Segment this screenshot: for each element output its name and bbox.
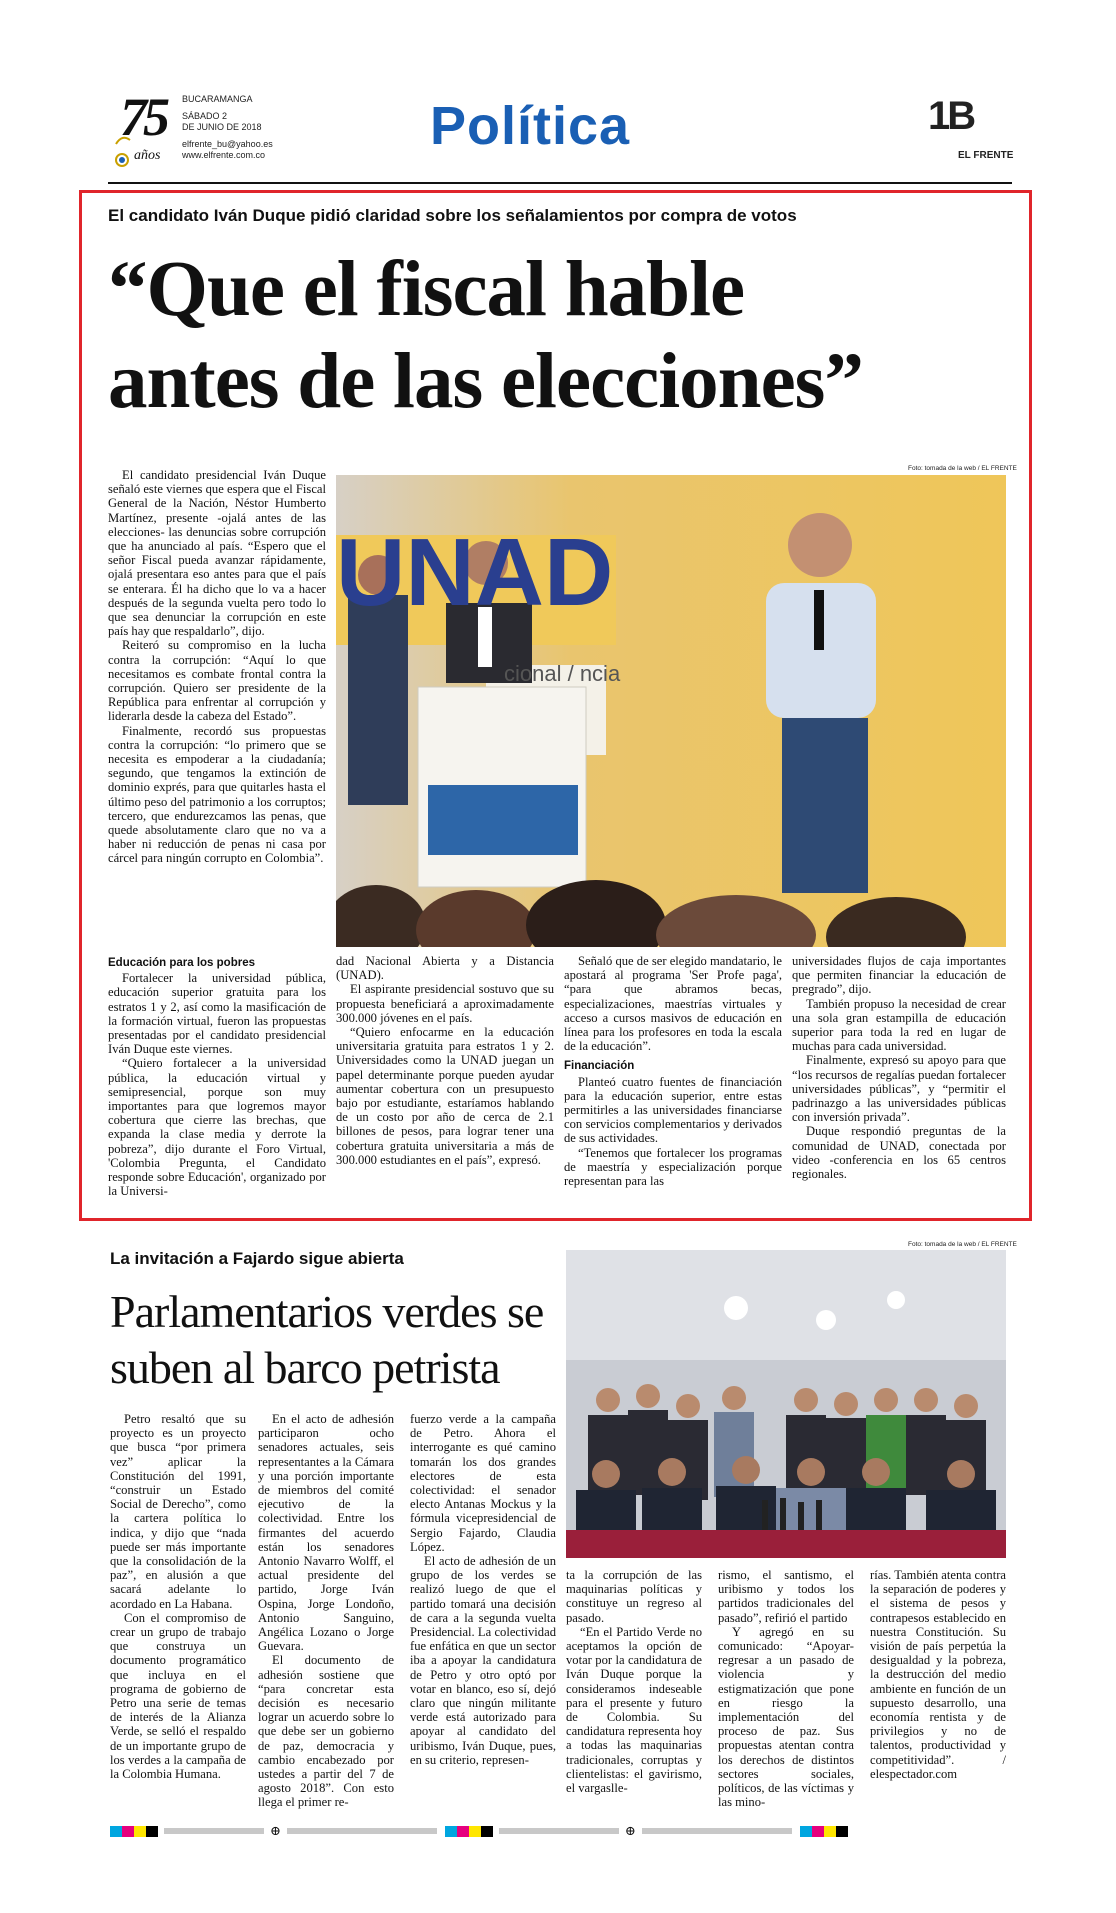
section-title: Política [430,96,631,156]
masthead-info [182,94,273,161]
story2-col5-para-2: Y agregó en su comunicado: “Apoyar-regresar a un pasado de violencia y estigmatización que pone en riesgo la implementación del proceso de paz. Sus propuestas atentan contra los derechos de distintos sectores sociales, políticos, de las víctimas y las mino- [718,1624,854,1810]
page-number: 1B [928,94,974,138]
anniversary-word: años [134,148,161,163]
story1-photo [336,475,1006,947]
story2-col2 [258,1412,394,1810]
story1-col2-para-1: dad Nacional Abierta y a Distancia (UNAD). [336,954,554,983]
story2-col2-para-2: El documento de adhesión sostiene que “para concretar esta decisión es necesario lograr un acuerdo sobre lo que debe ser un gobierno de paz, democracia y cambio encabezado por ustedes a partir del 7 de agosto 2018”. Con esto llega el primer re- [258,1653,394,1810]
story1-kicker: El candidato Iván Duque pidió claridad sobre los señalamientos por compra de votos [108,206,797,225]
story2-kicker: La invitación a Fajardo sigue abierta [110,1249,404,1268]
story1-col1-top [108,468,326,866]
headline-line-2: antes de las elecciones” [108,338,863,425]
registration-mark-icon: ⊕ [624,1823,636,1839]
story2-col4-para-1: ta la corrupción de las maquinarias políticas y constituye un regreso al pasado. [566,1568,702,1625]
story2-headline-line-2: suben al barco petrista [110,1342,500,1393]
story1-col2 [336,954,554,1167]
story1-col4-para-2: También propuso la necesidad de crear una sola gran estampilla de educación superior para toda la red en lugar de muchas para cada universidad. [792,996,1006,1054]
story2-col5-para-1: rismo, el santismo, el uribismo y todos los partidos tradicionales del pasado”, refirió el partido [718,1568,854,1625]
story2-col4 [566,1568,702,1795]
story2-col6 [870,1568,1006,1781]
cyan-swatch [110,1826,122,1837]
photo-banner-subtext: cional / ncia [504,661,621,686]
story2-col3 [410,1412,556,1767]
city-label: BUCARAMANGA [182,94,253,104]
story1-photo-credit: Foto: tomada de la web / EL FRENTE [908,465,1017,472]
yellow-swatch [469,1826,481,1837]
photo-banner-text: UNAD [336,519,614,626]
anniversary-number: 75 [120,87,166,147]
story1-col1-para-3: Finalmente, recordó sus propuestas contra la corrupción: “lo primero que se necesita es empoderar a la ciudadanía; segundo, que tengamos la extinción de dominio exprés, para que quitarles hasta el último peso del patrimonio a los corruptos; tercero, que endurezcamos las penas, que quede absolutamente claro que no va a haber ni reducción de penas ni casa por cárcel para ningún corrupto en Colombia”. [108,723,326,866]
color-registration-bar [110,1824,1010,1838]
email-label: elfrente_bu@yahoo.es [182,139,273,149]
story1-col1b-para-1: Fortalecer la universidad pública, educación superior gratuita para los estratos 1 y 2, así como la masificación de la formación virtual, fueron las propuestas presentadas por el candidato presidencial Iván Duque este viernes. [108,971,326,1057]
story1-col1-para-1: El candidato presidencial Iván Duque señaló este viernes que espera que el Fiscal General de la Nación, Néstor Humberto Martínez, presente -ojalá antes de las elecciones- las denuncias sobre corrupción que ha anunciado al país. “Espero que el señor Fiscal pueda avanzar rápidamente, ojalá presentara eso antes para que el país se enterara. Él ha dicho que lo va a hacer después de la segunda vuelta pero todo lo que sea denunciar la corrupción en este país hay que respaldarlo”, dijo. [108,468,326,639]
story2-headline [110,1284,543,1396]
story2-col2-para-1: En el acto de adhesión participaron ocho senadores actuales, seis representantes a la Cámara y una porción importante de miembros del comité ejecutivo de la colectividad. Entre los firmantes del acuerdo están los senadores Antonio Navarro Wolff, el actual presidente del partido, Jorge Iván Ospina, Jorge Londoño, Antonio Sanguino, Angélica Lozano o Jorge Guevara. [258,1412,394,1654]
story1-col1b-para-2: “Quiero fortalecer a la universidad pública, la educación virtual y semipresencial, porque son muy importantes para que logremos mayor cobertura que cierre las brechas, que expanda la clase media y derrote la pobreza”, dijo durante el Foro Virtual, 'Colombia Pregunta, el Candidato responde sobre Educación', organizado por la Universi- [108,1056,326,1199]
story2-col1 [110,1412,246,1781]
story1-col3b-para-1: Planteó cuatro fuentes de financiación para la educación superior, entre estas permitirles a las universidades financiarse con servicios complementarios y derivados de sus actividades. [564,1074,782,1146]
subhead-education: Educación para los pobres [108,957,255,969]
magenta-swatch [457,1826,469,1837]
story1-col4 [792,954,1006,1181]
story1-col4-para-4: Duque respondió preguntas de la comunidad de UNAD, conectada por video -conferencia en los 65 centros regionales. [792,1124,1006,1182]
yellow-swatch [824,1826,836,1837]
magenta-swatch [812,1826,824,1837]
story1-col1-para-2: Reiteró su compromiso en la lucha contra la corrupción: “Aquí lo que necesitamos es combate frontal contra la corrupción. Quiero ser presidente de la República para enfrentar al corrupción y liderarla desde la cabeza del Estado”. [108,638,326,724]
story1-col3 [564,954,782,1188]
story2-headline-line-1: Parlamentarios verdes se [110,1286,544,1337]
gray-strip [287,1828,437,1834]
headline-line-1: “Que el fiscal hable [108,246,745,333]
masthead [0,0,1116,190]
story1-col3-para-1: Señaló que de ser elegido mandatario, le apostará al programa 'Ser Profe paga', “para que abramos becas, especializaciones, maestrías virtuales y acceso a cursos masivos de educación en línea para los profesores en toda la escala de la educación”. [564,954,782,1054]
anniversary-logo [108,88,178,168]
subhead-finance: Financiación [564,1060,635,1073]
magenta-swatch [122,1826,134,1837]
gray-strip [499,1828,619,1834]
black-swatch [836,1826,848,1837]
story2-col1-para-1: Petro resaltó que su proyecto es un proyecto que busca “por primera vez” aplicar la Constitución del 1991, “construir un Estado Social de Derecho”, como la cartera política lo indica, y dijo que “nada puede ser más importante que la consolidación de la paz”, en alusión a que sacará adelante lo acordado en La Habana. [110,1412,246,1611]
story2-photo-credit: Foto: tomada de la web / EL FRENTE [908,1241,1017,1248]
date-line-2: DE JUNIO DE 2018 [182,122,262,132]
story1-col4-para-1: universidades flujos de caja importantes que permiten financiar la educación de pregrado”, dijo. [792,954,1006,997]
story2-col4-para-2: “En el Partido Verde no aceptamos la opción de votar por la candidatura de Iván Duque porque la consideramos indeseable para el presente y futuro de Colombia. Su candidatura representa hoy a todas las maquinarias tradicionales, corruptas y clientelistas: el gavirismo, el vargaslle- [566,1624,702,1796]
story1-col3b-para-2: “Tenemos que fortalecer los programas de maestría y especialización porque representan para las [564,1145,782,1189]
story2-col3-para-2: El acto de adhesión de un grupo de los verdes se realizó luego de que el partido tomará una decisión de cara a la segunda vuelta Presidencial. La colectividad fue enfática en que un sector iba a apoyar la candidatura de Petro y otro optó por votar en blanco, eso sí, dejó claro que ningún militante verde está autorizado para apoyar al candidato del uribismo, Iván Duque, pues, en su criterio, represen- [410,1554,556,1767]
story2-col5 [718,1568,854,1809]
paper-name: EL FRENTE [958,150,1014,161]
gray-strip [642,1828,792,1834]
green-party-group-photo [566,1250,1006,1558]
black-swatch [146,1826,158,1837]
cyan-swatch [800,1826,812,1837]
registration-mark-icon: ⊕ [270,1823,281,1839]
story2-col6-para-1: rías. También atenta contra la separación de poderes y el sistema de pesos y contrapesos establecido en nuestra Constitución. Su visión de país perpetúa la desigualdad y la pobreza, la destrucción del medio ambiente en función de un supuesto desarrollo, una economía rentista y de privilegios y no de talentos, productividad y competitividad”. / elespectador.com [870,1568,1006,1781]
story1-col1-bottom [108,954,326,1198]
gray-strip [164,1828,264,1834]
website-label: www.elfrente.com.co [182,150,266,160]
story2-photo [566,1250,1006,1558]
cyan-swatch [445,1826,457,1837]
story1-col2-para-3: “Quiero enfocarme en la educación universitaria gratuita para estratos 1 y 2. Universidades como la UNAD juegan un papel determinante porque pueden ayudar aumentar cobertura con un presupuesto bajo por estudiante, estaríamos hablando de un costo por año de cerca de 2.1 billones de pesos, para lograr tener una cobertura gratuita universitaria a más de 300.000 estudiantes en el país”, expresó. [336,1025,554,1167]
duque-event-photo [336,475,1006,947]
story1-col4-para-3: Finalmente, expresó su apoyo para que “los recursos de regalías puedan fortalecer universidades públicas”, y “permitir el padrinazgo a las universidades públicas con inversión privada”. [792,1053,1006,1125]
yellow-swatch [134,1826,146,1837]
black-swatch [481,1826,493,1837]
date-line-1: SÁBADO 2 [182,111,228,121]
story1-headline [108,244,863,428]
story2-col3-para-1: fuerzo verde a la campaña de Petro. Ahora el interrogante es qué camino tomarán los dos grandes electores de esta colectividad: el senador electo Antanas Mockus y la fórmula vicepresidencial de Sergio Fajardo, Claudia López. [410,1412,556,1554]
story1-col2-para-2: El aspirante presidencial sostuvo que su propuesta beneficiará a aproximadamente 300.000 jóvenes en el país. [336,982,554,1025]
masthead-rule [108,182,1012,184]
story2-col1-para-2: Con el compromiso de crear un grupo de trabajo que construya un documento programático que incluya en el programa de gobierno de Petro una serie de temas de interés de la Alianza Verde, se selló el respaldo de un importante grupo de los verdes a la campaña de la Colombia Humana. [110,1610,246,1782]
